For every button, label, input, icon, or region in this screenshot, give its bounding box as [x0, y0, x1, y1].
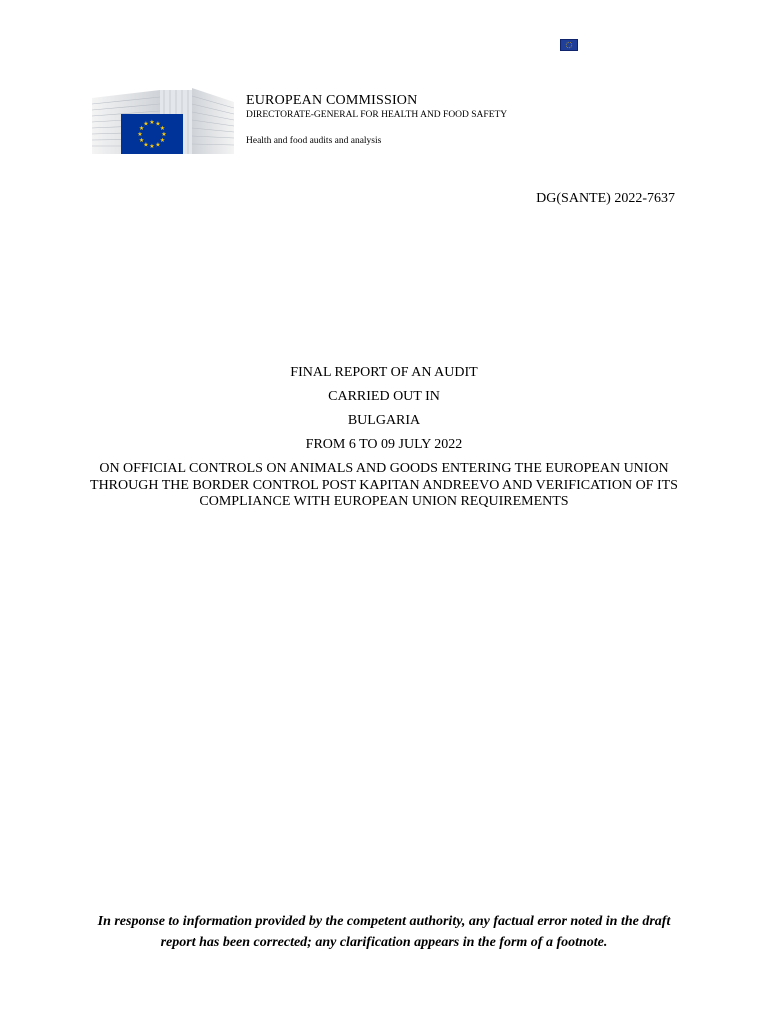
directorate-name: DIRECTORATE-GENERAL FOR HEALTH AND FOOD SAFETY [246, 110, 508, 120]
svg-text:★: ★ [161, 131, 167, 138]
report-subject: ON OFFICIAL CONTROLS ON ANIMALS AND GOODS ENTERING THE EUROPEAN UNION THROUGH THE BORDER CONTROL POST KAPITAN ANDREEVO AND VERIFICATION OF ITS COMPLIANCE WITH EUROPEAN UNION REQUIREMENTS [90, 461, 678, 509]
svg-text:★: ★ [138, 125, 145, 132]
svg-text:★: ★ [143, 141, 149, 149]
unit-name: Health and food audits and analysis [246, 136, 382, 146]
footnote-disclaimer: In response to information provided by the competent authority, any factual error noted in the draft report has been corrected; any clarification appears in the form of a footnote. [97, 914, 671, 950]
european-commission-logo [92, 88, 234, 154]
title-line: FROM 6 TO 09 JULY 2022 [305, 437, 463, 452]
title-line: FINAL REPORT OF AN AUDIT [290, 365, 478, 380]
svg-text:★: ★ [155, 141, 161, 149]
svg-text:★: ★ [155, 120, 161, 128]
svg-text:★: ★ [143, 120, 149, 128]
svg-text:★: ★ [137, 131, 143, 138]
report-title [80, 365, 688, 511]
organization-header [246, 93, 507, 147]
title-line: CARRIED OUT IN [328, 389, 440, 404]
svg-text:★: ★ [159, 125, 166, 132]
svg-text:★: ★ [138, 137, 145, 144]
document-reference: DG(SANTE) 2022-7637 [536, 191, 675, 206]
title-line: BULGARIA [347, 413, 421, 428]
organization-name: EUROPEAN COMMISSION [246, 93, 418, 108]
svg-text:★: ★ [149, 119, 155, 126]
svg-text:★: ★ [159, 137, 166, 144]
svg-text:★: ★ [149, 143, 155, 150]
eu-flag-icon [560, 39, 578, 51]
